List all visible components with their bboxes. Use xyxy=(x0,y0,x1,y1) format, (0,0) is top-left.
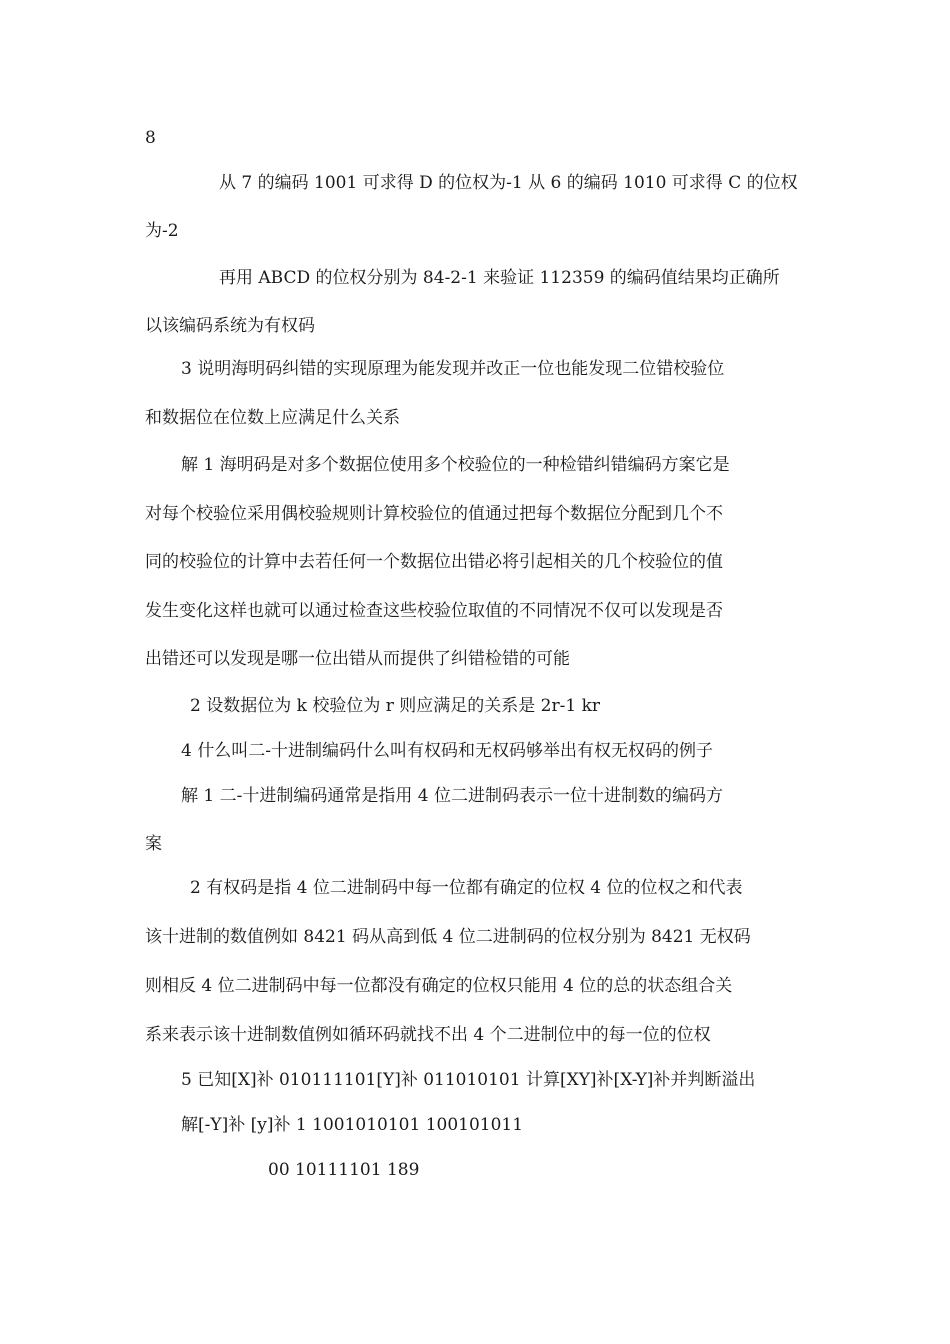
paragraph-line: 以该编码系统为有权码 xyxy=(145,316,315,336)
paragraph-line: 对每个校验位采用偶校验规则计算校验位的值通过把每个数据位分配到几个不 xyxy=(145,504,723,524)
paragraph-line: 从 7 的编码 1001 可求得 D 的位权为-1 从 6 的编码 1010 可求得 C 的位权 xyxy=(219,173,798,193)
paragraph-line: 为-2 xyxy=(145,221,179,241)
question-4-line: 4 什么叫二-十进制编码什么叫有权码和无权码够举出有权无权码的例子 xyxy=(181,741,713,761)
answer-line: 解 1 二-十进制编码通常是指用 4 位二进制码表示一位十进制数的编码方 xyxy=(181,786,723,806)
paragraph-line: 再用 ABCD 的位权分别为 84-2-1 来验证 112359 的编码值结果均正确所 xyxy=(219,268,780,288)
question-5-line: 5 已知[X]补 010111101[Y]补 011010101 计算[XY]补[X-Y]补并判断溢出 xyxy=(181,1070,756,1090)
question-3-line: 3 说明海明码纠错的实现原理为能发现并改正一位也能发现二位错校验位 xyxy=(181,359,725,379)
answer-line: 2 设数据位为 k 校验位为 r 则应满足的关系是 2r-1 kr xyxy=(190,696,600,716)
answer-line: 解[-Y]补 [y]补 1 1001010101 100101011 xyxy=(181,1115,524,1135)
page-number: 8 xyxy=(145,128,156,148)
paragraph-line: 出错还可以发现是哪一位出错从而提供了纠错检错的可能 xyxy=(145,649,570,669)
paragraph-line: 同的校验位的计算中去若任何一个数据位出错必将引起相关的几个校验位的值 xyxy=(145,552,723,572)
answer-line: 2 有权码是指 4 位二进制码中每一位都有确定的位权 4 位的位权之和代表 xyxy=(190,878,743,898)
paragraph-line: 发生变化这样也就可以通过检查这些校验位取值的不同情况不仅可以发现是否 xyxy=(145,601,723,621)
paragraph-line: 和数据位在位数上应满足什么关系 xyxy=(145,408,400,428)
paragraph-line: 则相反 4 位二进制码中每一位都没有确定的位权只能用 4 位的总的状态组合关 xyxy=(145,976,733,996)
paragraph-line: 该十进制的数值例如 8421 码从高到低 4 位二进制码的位权分别为 8421 无权码 xyxy=(145,927,751,947)
paragraph-line: 案 xyxy=(145,834,162,854)
calculation-line: 00 10111101 189 xyxy=(268,1160,420,1180)
paragraph-line: 系来表示该十进制数值例如循环码就找不出 4 个二进制位中的每一位的位权 xyxy=(145,1025,711,1045)
answer-line: 解 1 海明码是对多个数据位使用多个校验位的一种检错纠错编码方案它是 xyxy=(181,455,730,475)
